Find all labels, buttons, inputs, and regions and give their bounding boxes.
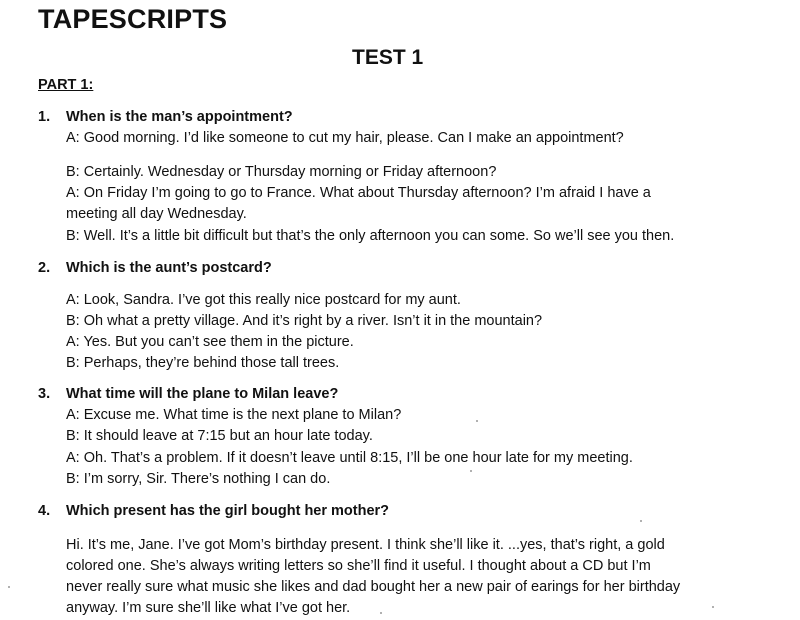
question-text: Which is the aunt’s postcard? xyxy=(66,260,272,276)
question-number: 4. xyxy=(38,503,51,519)
scan-speck xyxy=(640,520,642,522)
part-label: PART 1: xyxy=(38,77,94,93)
scan-speck xyxy=(712,606,714,608)
question-text: Which present has the girl bought her mother? xyxy=(66,503,390,519)
question-number: 1. xyxy=(38,109,51,125)
document-title: TAPESCRIPTS xyxy=(38,4,228,34)
scan-speck xyxy=(470,470,472,472)
dialogue-line: A: Look, Sandra. I’ve got this really nice postcard for my aunt. xyxy=(66,292,461,308)
question-4-heading xyxy=(38,503,389,519)
scan-speck xyxy=(8,586,10,588)
scan-speck xyxy=(380,612,382,614)
dialogue-line: A: Good morning. I’d like someone to cut my hair, please. Can I make an appointment? xyxy=(66,130,624,146)
dialogue-line: meeting all day Wednesday. xyxy=(66,206,247,222)
monologue-line: never really sure what music she likes and dad bought her a new pair of earings for her birthday xyxy=(66,579,681,595)
dialogue-line: B: Oh what a pretty village. And it’s right by a river. Isn’t it in the mountain? xyxy=(66,313,543,329)
question-3-heading xyxy=(38,386,338,402)
dialogue-line: A: Excuse me. What time is the next plane to Milan? xyxy=(66,407,402,423)
question-number: 3. xyxy=(38,386,51,402)
test-title: TEST 1 xyxy=(352,46,424,69)
dialogue-line: A: Oh. That’s a problem. If it doesn’t leave until 8:15, I’ll be one hour late for my meeting. xyxy=(66,450,633,466)
monologue-line: Hi. It’s me, Jane. I’ve got Mom’s birthday present. I think she’ll like it. ...yes, that’s right, a gold xyxy=(66,537,665,553)
question-text: When is the man’s appointment? xyxy=(66,109,293,125)
monologue-line: anyway. I’m sure she’ll like what I’ve got her. xyxy=(66,600,351,616)
question-1-heading xyxy=(38,109,293,125)
dialogue-line: B: Perhaps, they’re behind those tall trees. xyxy=(66,355,340,371)
scan-speck xyxy=(476,420,478,422)
question-2-heading xyxy=(38,260,272,276)
dialogue-line: B: It should leave at 7:15 but an hour late today. xyxy=(66,428,373,444)
question-text: What time will the plane to Milan leave? xyxy=(66,386,339,402)
dialogue-line: B: Well. It’s a little bit difficult but that’s the only afternoon you can some. So we’ll see you then. xyxy=(66,228,675,244)
dialogue-line: A: On Friday I’m going to go to France. What about Thursday afternoon? I’m afraid I have a xyxy=(66,185,651,201)
dialogue-line: B: I’m sorry, Sir. There’s nothing I can do. xyxy=(66,471,331,487)
monologue-line: colored one. She’s always writing letters so she’ll find it useful. I thought about a CD but I’m xyxy=(66,558,651,574)
question-number: 2. xyxy=(38,260,51,276)
dialogue-line: B: Certainly. Wednesday or Thursday morning or Friday afternoon? xyxy=(66,164,497,180)
dialogue-line: A: Yes. But you can’t see them in the picture. xyxy=(66,334,354,350)
